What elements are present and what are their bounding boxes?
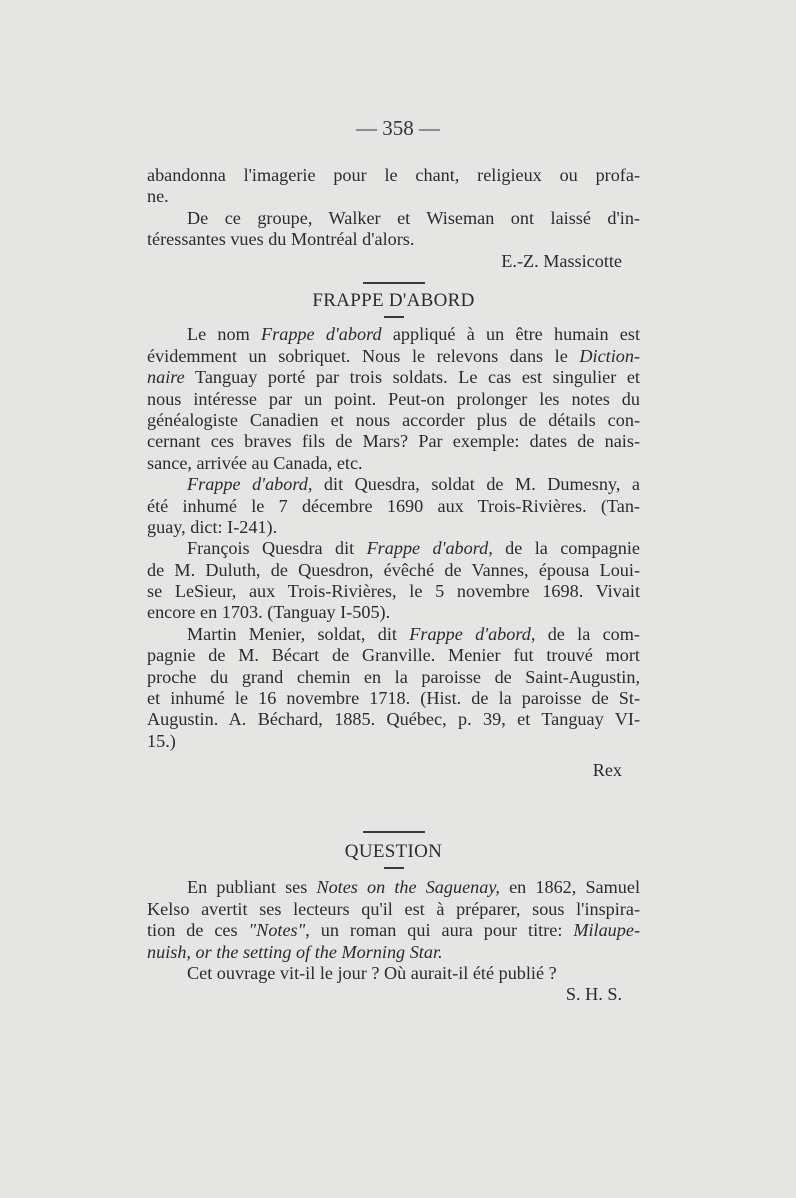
page-number: — 358 — bbox=[356, 116, 440, 140]
separator-rule bbox=[363, 831, 425, 833]
separator-rule bbox=[363, 282, 425, 284]
text-line: pagnie de M. Bécart de Granville. Menier fut trouvé mort bbox=[147, 645, 640, 666]
separator-dash bbox=[384, 867, 404, 869]
text-line: ne. bbox=[147, 186, 169, 207]
text-line: En publiant ses Notes on the Saguenay, en 1862, Samuel bbox=[187, 877, 640, 898]
text-line: François Quesdra dit Frappe d'abord, de la compagnie bbox=[187, 538, 640, 559]
text-line: sance, arrivée au Canada, etc. bbox=[147, 452, 363, 473]
text-line: Martin Menier, soldat, dit Frappe d'abord, de la com- bbox=[187, 623, 640, 644]
text-line: guay, dict: I-241). bbox=[147, 516, 278, 537]
text-line: encore en 1703. (Tanguay I-505). bbox=[147, 602, 391, 623]
text-line: cernant ces braves fils de Mars? Par exemple: dates de nais- bbox=[147, 431, 640, 452]
text-line: abandonna l'imagerie pour le chant, religieux ou profa- bbox=[147, 165, 640, 185]
section-title: FRAPPE D'ABORD bbox=[312, 290, 475, 311]
text-line: nous intéresse par un point. Peut-on prolonger les notes du bbox=[147, 388, 640, 409]
section-question bbox=[147, 831, 640, 1006]
text-line: tion de ces "Notes", un roman qui aura pour titre: Milaupe- bbox=[147, 920, 640, 941]
text-line: se LeSieur, aux Trois-Rivières, le 5 novembre 1698. Vivait bbox=[147, 581, 640, 602]
text-line: De ce groupe, Walker et Wiseman ont laissé d'in- bbox=[187, 207, 640, 228]
text-line: généalogiste Canadien et nous accorder plus de détails con- bbox=[147, 409, 640, 430]
author-signature: E.-Z. Massicotte bbox=[501, 250, 622, 271]
text-line: Le nom Frappe d'abord appliqué à un être humain est bbox=[187, 324, 640, 345]
text-line: naire Tanguay porté par trois soldats. Le cas est singulier et bbox=[147, 367, 640, 388]
author-signature: S. H. S. bbox=[565, 984, 622, 1005]
author-signature: Rex bbox=[592, 760, 622, 781]
text-line: été inhumé le 7 décembre 1690 aux Trois-Rivières. (Tan- bbox=[147, 495, 640, 516]
intro-block bbox=[147, 165, 640, 272]
text-line: nuish, or the setting of the Morning Star. bbox=[147, 941, 443, 962]
text-line: Kelso avertit ses lecteurs qu'il est à préparer, sous l'inspira- bbox=[147, 898, 640, 919]
text-line: 15.) bbox=[147, 730, 176, 751]
separator-dash bbox=[384, 316, 404, 318]
section-title: QUESTION bbox=[344, 841, 443, 862]
text-line: téressantes vues du Montréal d'alors. bbox=[147, 229, 415, 250]
text-line: évidemment un sobriquet. Nous le relevons dans le Diction- bbox=[147, 345, 640, 366]
text-line: de M. Duluth, de Quesdron, évêché de Vannes, épousa Loui- bbox=[147, 559, 640, 580]
text-line: Augustin. A. Béchard, 1885. Québec, p. 39, et Tanguay VI- bbox=[147, 709, 640, 730]
section-frappe-dabord bbox=[147, 282, 640, 782]
text-line: proche du grand chemin en la paroisse de Saint-Augustin, bbox=[147, 666, 640, 687]
text-line: Cet ouvrage vit-il le jour ? Où aurait-il été publié ? bbox=[187, 962, 557, 983]
text-line: et inhumé le 16 novembre 1718. (Hist. de la paroisse de St- bbox=[147, 688, 640, 709]
text-line: Frappe d'abord, dit Quesdra, soldat de M. Dumesny, a bbox=[187, 474, 640, 495]
